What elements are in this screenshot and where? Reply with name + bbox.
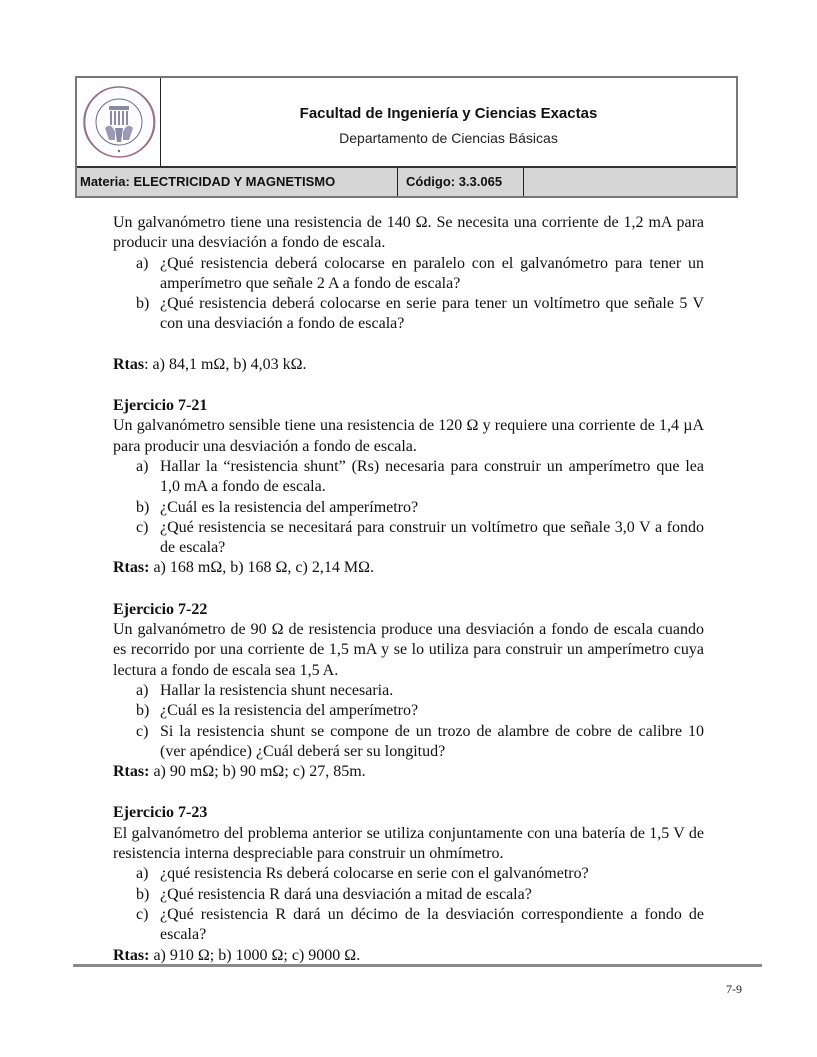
question-text: ¿Qué resistencia deberá colocarse en serie para tener un voltímetro que señale 5 V con una desviación a fondo de escala? bbox=[160, 295, 704, 333]
answers-text: a) 910 Ω; b) 1000 Ω; c) 9000 Ω. bbox=[149, 946, 361, 964]
question-text: ¿Qué resistencia R dará una desviación a mitad de escala? bbox=[160, 885, 532, 903]
exercise-title: Ejercicio 7-23 bbox=[113, 804, 208, 822]
empty-cell bbox=[524, 168, 736, 196]
question-item bbox=[113, 294, 704, 335]
question-text: Si la resistencia shunt se compone de un trozo de alambre de cobre de calibre 10 (ver apéndice) ¿Cuál deberá ser su longitud? bbox=[160, 722, 704, 760]
exercise-statement: Un galvanómetro tiene una resistencia de 140 Ω. Se necesita una corriente de 1,2 mA para producir una desviación a fondo de escala. bbox=[113, 214, 704, 252]
question-label: c) bbox=[136, 905, 149, 923]
code-cell: Código: 3.3.065 bbox=[398, 168, 524, 196]
subject-cell: Materia: ELECTRICIDAD Y MAGNETISMO bbox=[77, 168, 398, 196]
exercise-statement: Un galvanómetro sensible tiene una resistencia de 120 Ω y requiere una corriente de 1,4 µA para producir una desviación a fondo de escala. bbox=[113, 417, 704, 455]
exercise-7-21 bbox=[113, 396, 704, 579]
answers bbox=[113, 558, 704, 578]
question-item bbox=[113, 681, 704, 701]
question-label: a) bbox=[136, 865, 149, 883]
question-item bbox=[113, 701, 704, 721]
footer-divider bbox=[73, 964, 762, 967]
exercise-title: Ejercicio 7-22 bbox=[113, 600, 208, 618]
question-label: b) bbox=[136, 702, 150, 720]
question-item bbox=[113, 498, 704, 518]
question-label: a) bbox=[136, 254, 149, 272]
answers-label: Rtas: bbox=[113, 559, 150, 577]
header-table bbox=[75, 76, 738, 198]
question-text: Hallar la “resistencia shunt” (Rs) necesaria para construir un amperímetro que lea 1,0 mA a fondo de escala. bbox=[160, 457, 704, 496]
question-list bbox=[113, 254, 704, 335]
question-list bbox=[113, 864, 704, 945]
question-label: b) bbox=[136, 498, 150, 516]
answers bbox=[113, 946, 704, 966]
question-text: Hallar la resistencia shunt necesaria. bbox=[160, 681, 394, 699]
university-seal-icon bbox=[81, 84, 157, 160]
exercise-statement: Un galvanómetro de 90 Ω de resistencia produce una desviación a fondo de escala cuando es recorrido por una corriente de 1,5 mA y se lo utiliza para construir un amperímetro cuya lectura a fondo de escala sea 1,5 A. bbox=[113, 621, 704, 679]
question-item bbox=[113, 722, 704, 763]
question-list bbox=[113, 457, 704, 558]
page-number: 7-9 bbox=[726, 982, 742, 996]
answers-label: Rtas: bbox=[113, 946, 150, 964]
logo-cell bbox=[77, 78, 161, 166]
answers-label: Rtas: bbox=[113, 763, 150, 781]
question-text: ¿qué resistencia Rs deberá colocarse en serie con el galvanómetro? bbox=[160, 865, 589, 883]
question-text: ¿Cuál es la resistencia del amperímetro? bbox=[160, 498, 419, 516]
title-cell bbox=[161, 78, 736, 166]
question-item bbox=[113, 864, 704, 884]
answers-label: Rtas bbox=[113, 355, 145, 373]
question-item bbox=[113, 905, 704, 946]
answers bbox=[113, 355, 704, 375]
question-text: ¿Cuál es la resistencia del amperímetro? bbox=[160, 702, 419, 720]
exercise-7-22 bbox=[113, 600, 704, 783]
question-label: a) bbox=[136, 457, 149, 475]
question-text: ¿Qué resistencia se necesitará para construir un voltímetro que señale 3,0 V a fondo de escala? bbox=[160, 518, 704, 557]
faculty-title: Facultad de Ingeniería y Ciencias Exactas bbox=[299, 105, 598, 122]
exercise-statement: El galvanómetro del problema anterior se utiliza conjuntamente con una batería de 1,5 V de resistencia interna despreciable para construir un ohmímetro. bbox=[113, 824, 704, 863]
question-label: c) bbox=[136, 518, 149, 536]
document-body bbox=[113, 213, 704, 966]
header-info-row bbox=[77, 168, 736, 196]
question-text: ¿Qué resistencia deberá colocarse en paralelo con el galvanómetro para tener un amperímetro que señale 2 A a fondo de escala? bbox=[160, 254, 704, 292]
department-subtitle: Departamento de Ciencias Básicas bbox=[339, 130, 558, 146]
answers-text: a) 168 mΩ, b) 168 Ω, c) 2,14 MΩ. bbox=[149, 559, 374, 577]
question-label: c) bbox=[136, 722, 149, 740]
question-label: b) bbox=[136, 295, 150, 313]
answers-text: a) 90 mΩ; b) 90 mΩ; c) 27, 85m. bbox=[149, 763, 366, 781]
question-item bbox=[113, 885, 704, 905]
question-item bbox=[113, 254, 704, 295]
answers-text: : a) 84,1 mΩ, b) 4,03 kΩ. bbox=[144, 355, 307, 373]
question-list bbox=[113, 681, 704, 762]
question-text: ¿Qué resistencia R dará un décimo de la desviación correspondiente a fondo de escala? bbox=[160, 905, 704, 944]
exercise-7-20 bbox=[113, 213, 704, 375]
question-label: a) bbox=[136, 681, 149, 699]
question-item bbox=[113, 518, 704, 559]
question-item bbox=[113, 457, 704, 498]
header-top-row bbox=[77, 78, 736, 168]
answers bbox=[113, 762, 704, 782]
exercise-7-23 bbox=[113, 803, 704, 965]
question-label: b) bbox=[136, 885, 150, 903]
exercise-title: Ejercicio 7-21 bbox=[113, 397, 208, 415]
